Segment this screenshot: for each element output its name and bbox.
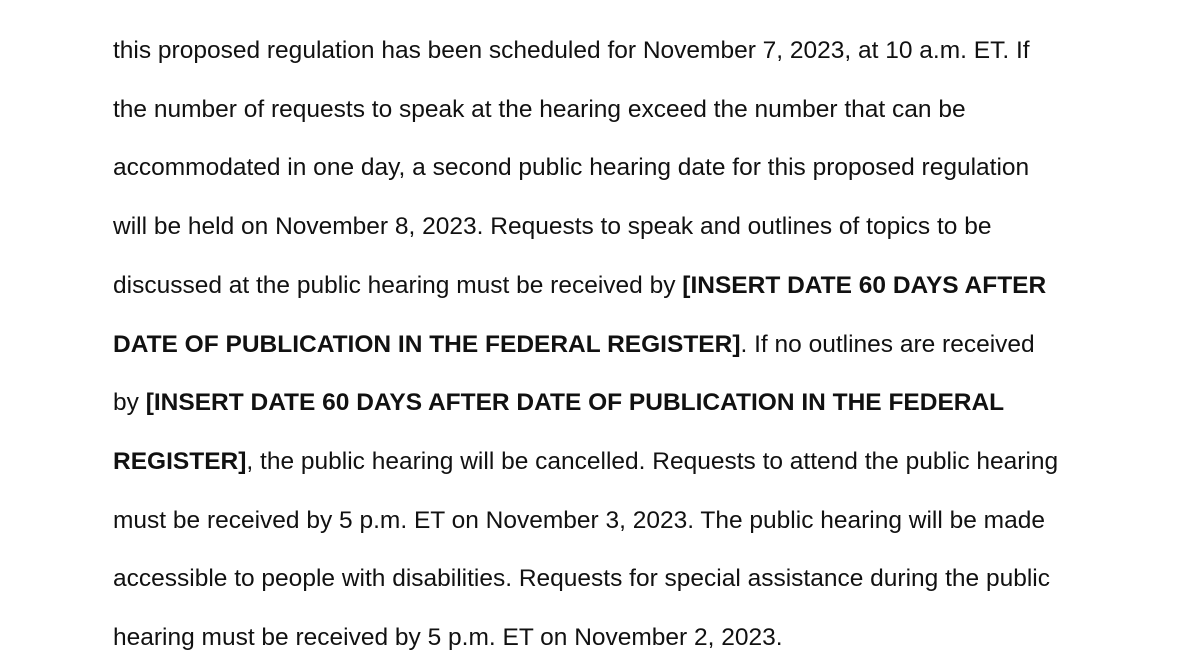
text-segment: accessible to people with disabilities. Requests for special assistance during the public bbox=[113, 565, 1050, 593]
text-segment: discussed at the public hearing must be received by bbox=[113, 271, 683, 299]
text-line bbox=[113, 81, 1113, 140]
text-segment: the number of requests to speak at the hearing exceed the number that can be bbox=[113, 95, 966, 123]
text-line bbox=[113, 492, 1113, 551]
text-line bbox=[113, 198, 1113, 257]
text-segment: . If no outlines are received bbox=[740, 330, 1035, 358]
text-line bbox=[113, 550, 1113, 609]
text-segment: by bbox=[113, 389, 146, 417]
text-segment: will be held on November 8, 2023. Requests to speak and outlines of topics to be bbox=[113, 213, 992, 241]
text-line bbox=[113, 433, 1113, 492]
text-segment: must be received by 5 p.m. ET on November 3, 2023. The public hearing will be made bbox=[113, 506, 1045, 534]
bold-text-segment: [INSERT DATE 60 DAYS AFTER DATE OF PUBLICATION IN THE FEDERAL bbox=[145, 389, 1005, 417]
bold-text-segment: DATE OF PUBLICATION IN THE FEDERAL REGISTER] bbox=[113, 330, 741, 358]
text-line bbox=[113, 316, 1113, 375]
text-line bbox=[113, 374, 1113, 433]
text-segment: , the public hearing will be cancelled. Requests to attend the public hearing bbox=[246, 447, 1059, 475]
text-segment: this proposed regulation has been scheduled for November 7, 2023, at 10 a.m. ET. If bbox=[113, 37, 1030, 64]
text-line bbox=[113, 609, 1113, 668]
text-line bbox=[113, 22, 1113, 81]
text-line bbox=[113, 257, 1113, 316]
bold-text-segment: [INSERT DATE 60 DAYS AFTER bbox=[682, 271, 1047, 299]
text-line bbox=[113, 139, 1113, 198]
document-paragraph bbox=[113, 22, 1113, 668]
text-segment: accommodated in one day, a second public hearing date for this proposed regulation bbox=[113, 154, 1030, 182]
bold-text-segment: REGISTER] bbox=[113, 447, 247, 475]
text-segment: hearing must be received by 5 p.m. ET on November 2, 2023. bbox=[113, 624, 783, 652]
